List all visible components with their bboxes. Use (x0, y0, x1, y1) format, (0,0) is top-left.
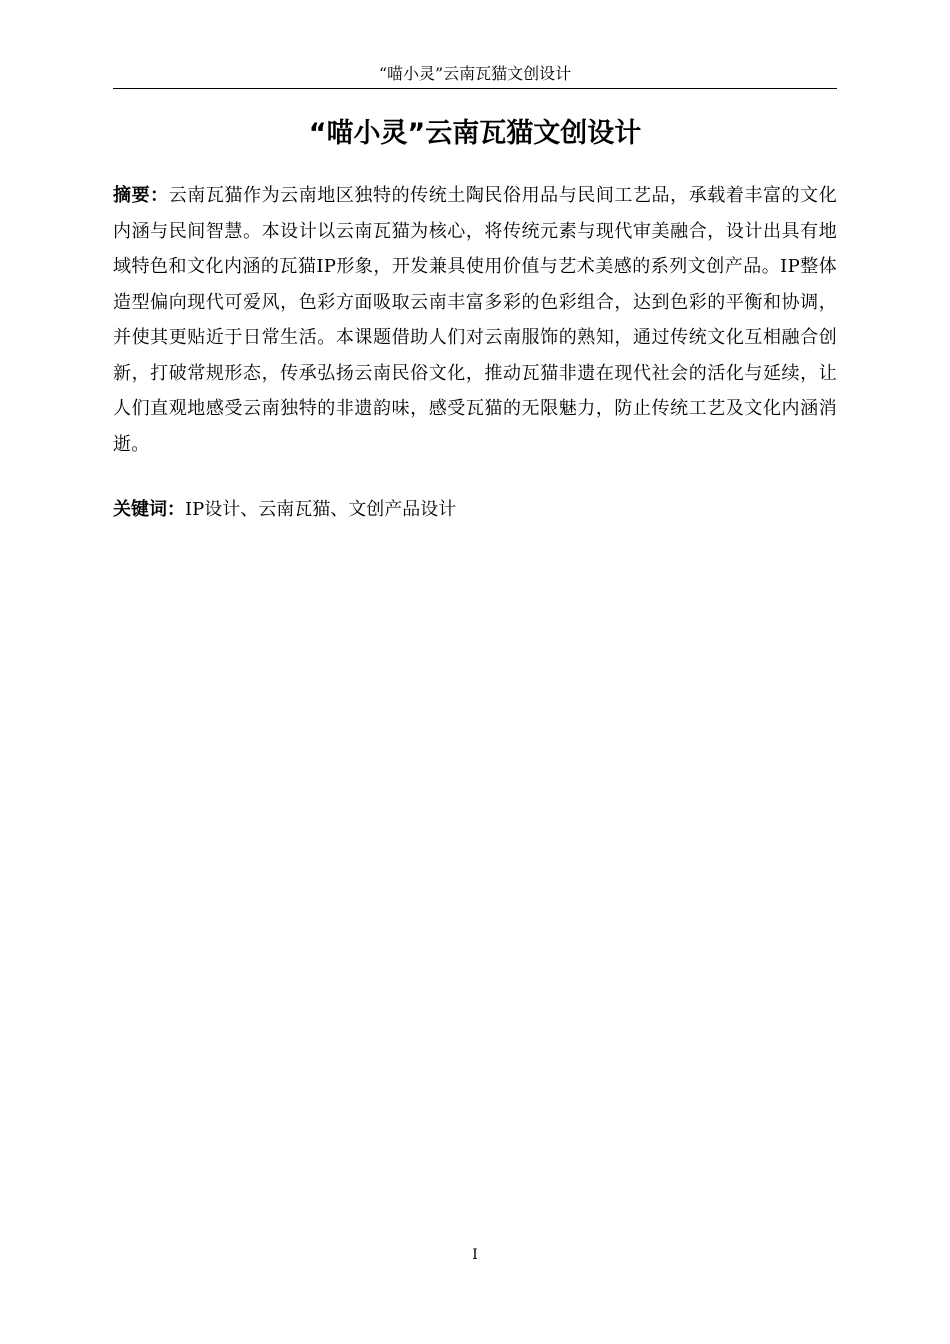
abstract-paragraph (113, 178, 837, 462)
keywords-label: 关键词： (113, 499, 185, 520)
header-rule (113, 88, 837, 89)
running-header: “喵小灵”云南瓦猫文创设计 (378, 64, 572, 83)
document-title: “喵小灵”云南瓦猫文创设计 (308, 118, 642, 149)
keywords-paragraph (113, 492, 837, 527)
abstract-text: 云南瓦猫作为云南地区独特的传统土陶民俗用品与民间工艺品，承载着丰富的文化内涵与民间智慧。本设计以云南瓦猫为核心，将传统元素与现代审美融合，设计出具有地域特色和文化内涵的瓦猫IP形象，开发兼具使用价值与艺术美感的系列文创产品。IP整体造型偏向现代可爱风，色彩方面吸取云南丰富多彩的色彩组合，达到色彩的平衡和协调，并使其更贴近于日常生活。本课题借助人们对云南服饰的熟知，通过传统文化互相融合创新，打破常规形态，传承弘扬云南民俗文化，推动瓦猫非遗在现代社会的活化与延续，让人们直观地感受云南独特的非遗韵味，感受瓦猫的无限魅力，防止传统工艺及文化内涵消逝。 (113, 185, 837, 455)
page-number: I (472, 1247, 478, 1263)
abstract-label: 摘要： (113, 185, 169, 206)
keywords-text: IP设计、云南瓦猫、文创产品设计 (185, 499, 457, 520)
